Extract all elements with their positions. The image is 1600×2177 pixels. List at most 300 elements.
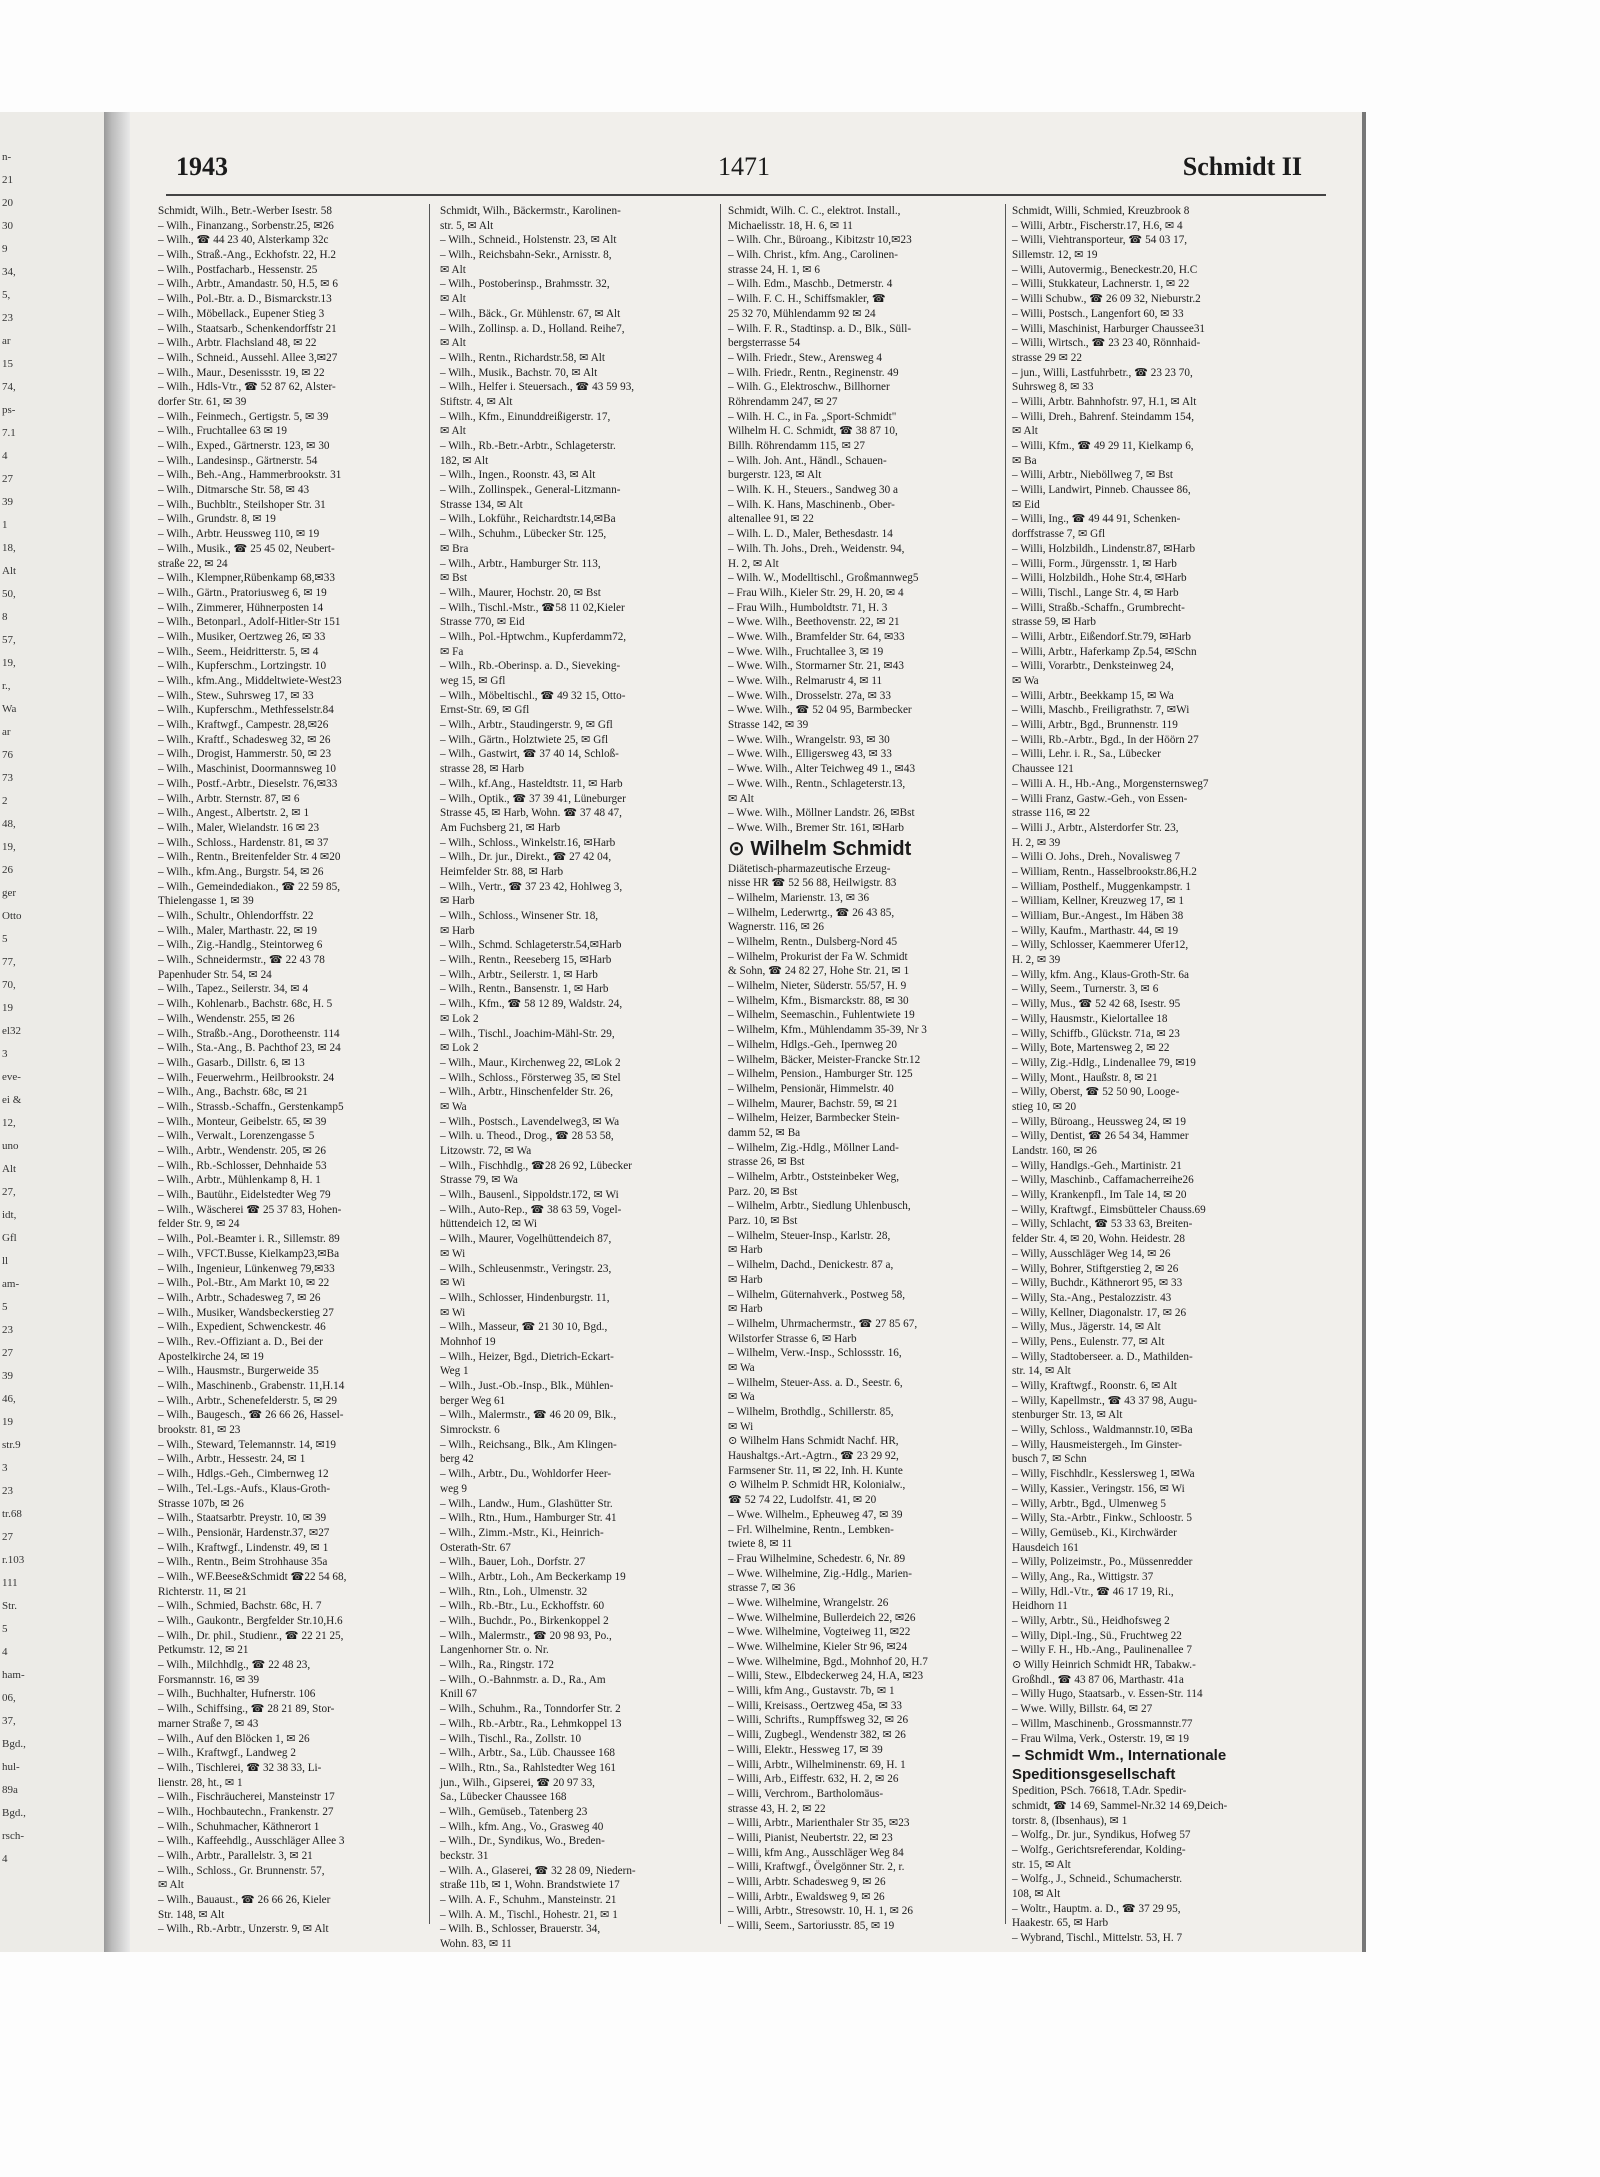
entry-column-1 [158,204,420,1936]
directory-entry-line: – Wilh., WF.Beese&Schmidt ☎22 54 68, [158,1570,347,1583]
directory-entry-line: – Willi, Schrifts., Rumpffsweg 32, ✉ 26 [728,1714,909,1727]
directory-entry-line: bergsterrasse 54 [728,337,801,350]
directory-entry-line: – Wilh., Kraftf., Schadesweg 32, ✉ 26 [158,733,331,746]
directory-entry-line: Thielengasse 1, ✉ 39 [158,895,254,908]
directory-entry-line: – Wilh., Rentn., Reeseberg 15, ✉Harb [440,954,612,967]
directory-entry-line: – Willy, Kellner, Diagonalstr. 17, ✉ 26 [1012,1306,1187,1319]
directory-entry-line: Sa., Lübecker Chaussee 168 [440,1791,567,1804]
directory-entry-line: – Wilh. H. C., in Fa. „Sport-Schmidt" [728,410,897,423]
directory-entry-line: – Wilh., Kupferschm., Methfesselstr.84 [158,704,334,717]
previous-page-fragment: 20 [2,197,13,209]
directory-entry-line: – Wilh., Schultr., Ohlendorffstr. 22 [158,910,314,922]
previous-page-fragment: 26 [2,864,13,876]
previous-page-fragment: 5 [2,1623,8,1635]
directory-entry-line: – Wilh., Landesinsp., Gärtnerstr. 54 [158,454,318,467]
previous-page-fragment: 19 [2,1416,13,1428]
directory-entry-line: – Wilh., Rtn., Sa., Rahlstedter Weg 161 [440,1761,616,1774]
directory-entry-line: – Wilh., Gemeindediakon., ☎ 22 59 85, [158,880,340,893]
directory-entry-line: – Wilh., Auf den Blöcken 1, ✉ 26 [158,1732,310,1745]
directory-page [130,112,1362,1952]
directory-entry-line: Michaelisstr. 18, H. 6, ✉ 11 [728,219,853,232]
directory-entry-line: – Wilh., Vertr., ☎ 37 23 42, Hohlweg 3, [440,880,623,893]
directory-entry-line: Simrockstr. 6 [440,1424,500,1437]
directory-entry-line: – Wwe. Wilhelmine, Bullerdeich 22, ✉26 [728,1611,916,1624]
directory-entry-line: – Wilh., Helfer i. Steuersach., ☎ 43 59 93, [440,381,635,394]
directory-entry-line: – Wilh., Hdlgs.-Geh., Cimbernweg 12 [158,1468,329,1481]
previous-page-fragment: 3 [2,1048,8,1060]
directory-entry-line: H. 2, ✉ 39 [1012,836,1061,849]
directory-entry-line: – Wilh., Arbtr., Hessestr. 24, ✉ 1 [158,1453,306,1466]
previous-page-fragment: 18, [2,542,16,554]
directory-entry-line: Strasse 107b, ✉ 26 [158,1497,244,1510]
directory-entry-line: Weg 1 [440,1365,469,1378]
directory-entry-line: – Wilh., Kfm., Einunddreißigerstr. 17, [440,410,611,423]
directory-entry-line: Wilhelm H. C. Schmidt, ☎ 38 87 10, [728,425,898,438]
directory-entry-line: – Wilh., Arbtr., Wendenstr. 205, ✉ 26 [158,1145,326,1157]
directory-entry-line: – Wilh., Arbtr. Heussweg 110, ✉ 19 [158,528,320,541]
directory-entry-line: – Wilh., Rb.-Btr., Lu., Eckhoffstr. 60 [440,1600,605,1613]
running-head: Schmidt II [1182,152,1302,181]
directory-entry-line: – Wilh., Möbeltischl., ☎ 49 32 15, Otto- [440,689,626,702]
directory-entry-line: & Sohn, ☎ 24 82 27, Hohe Str. 21, ✉ 1 [728,965,910,978]
directory-entry-line: altenallee 91, ✉ 22 [728,513,814,526]
directory-entry-line: – Wwe. Wilh., Alter Teichweg 49 1., ✉43 [728,763,916,776]
directory-entry-line: – Wwe. Wilh., Relmarustr 4, ✉ 11 [728,675,883,687]
directory-entry-line: Haushaltgs.-Art.-Agtrn., ☎ 23 29 92, [728,1450,899,1463]
directory-entry-line: – Wilh., Schlosser, Hindenburgstr. 11, [440,1291,610,1304]
directory-entry-line: – Wilh., Schloss., Försterweg 35, ✉ Stel [440,1071,621,1084]
previous-page-fragment: ham- [2,1669,25,1681]
directory-entry-line: – Willy, Schiffb., Glückstr. 71a, ✉ 23 [1012,1027,1180,1040]
directory-entry-line: – Wilh., Fischräucherei, Mansteinstr 17 [158,1791,335,1804]
directory-entry-line: – Wilh., Postfacharb., Hessenstr. 25 [158,263,318,276]
directory-entry-line: – Wilh., Strassb.-Schaffn., Gerstenkamp5 [158,1100,344,1113]
directory-entry-line: – Willi J., Arbtr., Alsterdorfer Str. 23, [1012,821,1179,834]
directory-entry-line: – Willi, Vorarbtr., Denksteinweg 24, [1012,660,1174,673]
directory-entry-line: – Wilh., Musik., Bachstr. 70, ✉ Alt [440,366,598,379]
directory-entry-line: – Wilh. A., Glaserei, ☎ 32 28 09, Niedern- [440,1864,636,1877]
directory-entry-line: – Wilh., ☎ 44 23 40, Alsterkamp 32c [158,234,329,247]
directory-entry-line: – Willy, Kraftwgf., Roonstr. 6, ✉ Alt [1012,1380,1177,1392]
previous-page-fragment: Str. [2,1600,17,1612]
directory-entry-line: – Wilh., Pol.-Btr. a. D., Bismarckstr.13 [158,293,332,306]
directory-entry-line: – Wilhelm, Lederwrtg., ☎ 26 43 85, [728,906,895,919]
book-spine-shadow [104,112,130,1952]
previous-page-fragment: 37, [2,1715,16,1727]
directory-entry-line: busch 7, ✉ Schn [1012,1453,1087,1466]
directory-entry-line: – Wilh., Arbtr., Hinschenfelder Str. 26, [440,1086,614,1099]
directory-entry-line: – Wilh., Dr. phil., Studienr., ☎ 22 21 25, [158,1629,344,1642]
directory-entry-line: – Frl. Wilhelmine, Rentn., Lembken- [728,1523,894,1536]
directory-entry-line: – Wilhelm, Rentn., Dulsberg-Nord 45 [728,936,898,948]
directory-entry-line: – Willi, Dreh., Bahrenf. Steindamm 154, [1012,410,1195,423]
directory-entry-line: weg 9 [440,1482,468,1495]
directory-entry-line: – Wilh., Maur., Desenissstr. 19, ✉ 22 [158,366,325,379]
directory-entry-line: – Wilh. L. D., Maler, Bethesdastr. 14 [728,528,893,541]
directory-entry-line: – Wilh., Arbtr., Seilerstr. 1, ✉ Harb [440,968,598,981]
previous-page-fragment: Gfl [2,1232,17,1244]
directory-entry-line: – Wilh., Tapez., Seilerstr. 34, ✉ 4 [158,983,309,996]
directory-entry-line: – Wilh., Masseur, ☎ 21 30 10, Bgd., [440,1321,608,1334]
directory-entry-line: – Wilh., Heizer, Bgd., Dietrich-Eckart- [440,1350,614,1363]
directory-entry-line: – Wilh., Kraftwgf., Campestr. 28,✉26 [158,719,329,732]
previous-page-fragment: 15 [2,358,13,370]
directory-entry-line: – Wilh., Tel.-Lgs.-Aufs., Klaus-Groth- [158,1482,331,1495]
page-number: 1471 [718,152,770,181]
directory-entry-line: Haakestr. 65, ✉ Harb [1012,1917,1109,1930]
directory-entry-line: – Wilh. Joh. Ant., Händl., Schauen- [728,454,887,467]
directory-entry-line: – Frau Wilh., Humboldtstr. 71, H. 3 [728,601,888,614]
previous-page-fragment: 89a [2,1784,18,1796]
directory-entry-line: – Wilh., Optik., ☎ 37 39 41, Lüneburger [440,792,626,805]
directory-entry-line: – Willy, Kraftwgf., Eimsbütteler Chauss.69 [1012,1203,1206,1216]
directory-entry-line: – Wilh., Schneid., Holstenstr. 23, ✉ Alt [440,234,617,247]
directory-entry-line: – Wilhelm, Zig.-Hdlg., Möllner Land- [728,1141,899,1154]
directory-entry-line: – Willi, Arbtr., Ewaldsweg 9, ✉ 26 [728,1890,885,1903]
directory-entry-line: – Willi, Verchrom., Bartholomäus- [728,1787,884,1800]
directory-entry-line: – Willi, Stew., Elbdeckerweg 24, H.A, ✉23 [728,1670,924,1683]
directory-entry-line: – Wilh., Arbtr., Hamburger Str. 113, [440,557,601,570]
directory-entry-line: – Wilh., Tischlerei, ☎ 32 38 33, Li- [158,1761,322,1774]
directory-entry-line: hüttendeich 12, ✉ Wi [440,1218,537,1231]
previous-page-fragment: 27, [2,1186,16,1198]
directory-entry-line: – Willy, Hdl.-Vtr., ☎ 46 17 19, Ri., [1012,1585,1174,1598]
directory-entry-line: Großhdl., ☎ 43 87 06, Marthastr. 41a [1012,1673,1184,1686]
directory-entry-line: – Wilh., Ra., Ringstr. 172 [440,1659,555,1672]
previous-page-fragment: hul- [2,1761,20,1773]
directory-entry-line: – Wilh., Arbtr. Flachsland 48, ✉ 22 [158,337,317,350]
directory-entry-line: – Wilh., Musik., ☎ 25 45 02, Neubert- [158,542,335,555]
directory-entry-line: ✉ Alt [440,293,466,306]
directory-entry-line: beckstr. 31 [440,1850,489,1862]
directory-entry-line: – Wilh., Exped., Gärtnerstr. 123, ✉ 30 [158,440,330,452]
previous-page-fragment: str.9 [2,1439,21,1451]
directory-entry-line: Schmidt, Wilh., Bäckermstr., Karolinen- [440,205,621,217]
previous-page-fragment: 57, [2,634,16,646]
directory-entry-line: – Wilhelm, Brothdlg., Schillerstr. 85, [728,1406,894,1418]
directory-entry-line: Parz. 20, ✉ Bst [728,1185,798,1198]
directory-entry-line: Forsmannstr. 16, ✉ 39 [158,1673,260,1686]
directory-entry-line: berger Weg 61 [440,1394,506,1407]
directory-entry-line: – Wwe. Wilhelmine, Bgd., Mohnhof 20, H.7 [728,1655,928,1668]
directory-entry-line: felder Str. 4, ✉ 20, Wohn. Heidestr. 28 [1012,1233,1185,1246]
directory-entry-line: – Wilh., Kfm., ☎ 58 12 89, Waldstr. 24, [440,998,623,1011]
previous-page-fragment: 1 [2,519,8,531]
previous-page-fragment: 2 [2,795,8,807]
directory-entry-line: – Wilh., Rentn., Bansenstr. 1, ✉ Harb [440,983,609,996]
directory-entry-line: ⊙ Wilhelm P. Schmidt HR, Kolonialw., [728,1479,906,1492]
directory-entry-line: – Willi, Arbtr., Nieböllweg 7, ✉ Bst [1012,469,1173,482]
previous-page-fragment: 30 [2,220,13,232]
directory-entry-line: – Wilh., Betonparl., Adolf-Hitler-Str 151 [158,616,341,629]
directory-entry-line: – Wilhelm, Prokurist der Fa W. Schmidt [728,950,908,963]
previous-page-fragment: Alt [2,565,17,577]
directory-entry-line: – Wilh., Schloss., Hardenstr. 81, ✉ 37 [158,836,329,849]
directory-entry-line: stenburger Str. 13, ✉ Alt [1012,1409,1123,1422]
directory-entry-line: Schmidt, Wilh. C. C., elektrot. Install., [728,205,901,217]
directory-entry-line: – Willi, Holzbildh., Lindenstr.87, ✉Harb [1012,542,1196,555]
column-divider [429,204,430,1924]
directory-entry-line: – Willi, Arbtr., Bgd., Brunnenstr. 119 [1012,719,1178,732]
directory-entry-line: – Willi, Kfm., ☎ 49 29 11, Kielkamp 6, [1012,440,1194,452]
directory-entry-line: – Wwe. Wilh., Wrangelstr. 93, ✉ 30 [728,733,890,746]
directory-entry-line: – Wilh. Friedr., Rentn., Reginenstr. 49 [728,366,899,379]
directory-entry-line: – Wolfg., Dr. jur., Syndikus, Hofweg 57 [1012,1829,1191,1842]
directory-entry-line: – Wilhelm, Hdlgs.-Geh., Ipernweg 20 [728,1038,897,1051]
directory-entry-line: – Willy, Stadtoberseer. a. D., Mathilden- [1012,1350,1193,1363]
directory-entry-line: – Wilh., Pensionär, Hardenstr.37, ✉27 [158,1526,330,1539]
previous-page-fragment: am- [2,1278,20,1290]
directory-entry-line: – Willy, Sta.-Ang., Pestalozzistr. 43 [1012,1291,1172,1304]
directory-entry-line: – Wilh., Just.-Ob.-Insp., Blk., Mühlen- [440,1380,614,1392]
directory-entry-line: – Willy, Krankenpfl., Im Tale 14, ✉ 20 [1012,1189,1187,1202]
directory-entry-line: Am Fuchsberg 21, ✉ Harb [440,821,561,834]
directory-entry-line: – Wilhelm, Marienstr. 13, ✉ 36 [728,891,870,904]
directory-entry-line: – Willi, Arbtr., Wilhelminenstr. 69, H. 1 [728,1758,906,1771]
directory-entry-line: Knill 67 [440,1688,477,1701]
directory-entry-line: – Wilh., Arbtr., Schenefelderstr. 5, ✉ 29 [158,1394,337,1407]
directory-entry-line: – Wilh., O.-Bahnmstr. a. D., Ra., Am [440,1673,606,1686]
directory-entry-line: – Wilh., Rb.-Arbtr., Unzerstr. 9, ✉ Alt [158,1923,329,1936]
directory-entry-line: – Wilh., Zig.-Handlg., Steintorweg 6 [158,939,323,952]
previous-page-fragment: 46, [2,1393,16,1405]
directory-entry-line: – Willy, Hausmstr., Kielortallee 18 [1012,1012,1168,1025]
entry-column-2 [440,204,712,1951]
directory-entry-line: burgerstr. 123, ✉ Alt [728,469,822,482]
directory-entry-line: – Willy, Buchdr., Käthnerort 95, ✉ 33 [1012,1277,1183,1290]
directory-entry-line: – Willy, Mont., Haußstr. 8, ✉ 21 [1012,1071,1158,1084]
directory-entry-line: – Wilh., Drogist, Hammerstr. 50, ✉ 23 [158,748,332,761]
directory-entry-line: – Wilh., Finanzang., Sorbenstr.25, ✉26 [158,219,334,232]
directory-entry-line: – Willy, Oberst, ☎ 52 50 90, Looge- [1012,1086,1180,1099]
directory-entry-line: – Wilh., Reichsang., Blk., Am Klingen- [440,1438,617,1451]
directory-entry-line: – Wilhelm, Bäcker, Meister-Francke Str.12 [728,1053,921,1066]
directory-entry-line: – Wilh., Baugesch., ☎ 26 66 26, Hassel- [158,1409,344,1422]
directory-entry-line: – Wilh., Gastwirt, ☎ 37 40 14, Schloß- [440,748,619,761]
directory-entry-line: – Wilh., Pol.-Beamter i. R., Sillemstr. 89 [158,1233,340,1246]
directory-entry-line: strasse 24, H. 1, ✉ 6 [728,263,821,276]
directory-entry-line: Heidhorn 11 [1012,1600,1068,1613]
directory-entry-line: – Wilhelm, Pension., Hamburger Str. 125 [728,1068,913,1081]
directory-entry-line: – Wilh., Verwalt., Lorenzengasse 5 [158,1130,315,1143]
previous-page-fragment: 19, [2,657,16,669]
previous-page-fragment: idt, [2,1209,17,1221]
previous-page-fragment: 4 [2,450,8,462]
previous-page-fragment: r.103 [2,1554,25,1566]
directory-entry-line: – Willy, Ang., Ra., Wittigstr. 37 [1012,1570,1154,1583]
directory-entry-line: – Wilh., Postoberinsp., Brahmsstr. 32, [440,278,610,291]
directory-entry-line: – Wwe. Wilhelmine, Vogteiweg 11, ✉22 [728,1626,911,1639]
directory-entry-line: – Willy, Bohrer, Stiftgerstieg 2, ✉ 26 [1012,1262,1179,1275]
directory-entry-line: – Wilh. Edm., Maschb., Detmerstr. 4 [728,278,893,291]
directory-entry-line: Str. 148, ✉ Alt [158,1908,225,1921]
directory-entry-line: – Wilh., Klempner,Rübenkamp 68,✉33 [158,572,335,585]
directory-entry-line: – Wilh., Wäscherei ☎ 25 37 83, Hohen- [158,1203,342,1216]
directory-entry-line: – Willi, kfm Ang., Ausschläger Weg 84 [728,1846,904,1859]
directory-entry-line: ✉ Wa [728,1361,755,1374]
directory-entry-line: – Wilh., Rev.-Offiziant a. D., Bei der [158,1335,323,1348]
directory-entry-line: – Wilh., Straßb.-Ang., Dorotheenstr. 114 [158,1027,340,1040]
directory-entry-line: – Wilh. G., Elektroschw., Billhorner [728,381,890,394]
directory-entry-line: – Willi, Arbtr., Marienthaler Str 35, ✉23 [728,1817,910,1830]
directory-entry-line: – Wilh., Rb.-Betr.-Arbtr., Schlageterstr. [440,440,616,452]
directory-entry-line: – jun., Willi, Lastfuhrbetr., ☎ 23 23 70, [1012,366,1193,379]
directory-entry-line: Parz. 10, ✉ Bst [728,1215,798,1228]
directory-entry-line: – Willi, Landwirt, Pinneb. Chaussee 86, [1012,484,1191,497]
previous-page-fragment: 111 [2,1577,18,1589]
directory-entry-line: – Wilh., Schuhm., Ra., Tonndorfer Str. 2 [440,1703,621,1716]
directory-entry-line: – Wilh., Hochbautechn., Frankenstr. 27 [158,1805,334,1818]
directory-entry-line: ✉ Alt [440,263,466,276]
directory-entry-line: – Wilh., Tischl., Ra., Zollstr. 10 [440,1732,582,1745]
directory-entry-line: – Wilh., Postf.-Arbtr., Dieselstr. 76,✉33 [158,777,338,790]
directory-entry-line: Petkumstr. 12, ✉ 21 [158,1644,249,1657]
directory-entry-line: – Willi, Elektr., Hessweg 17, ✉ 39 [728,1743,883,1756]
directory-entry-line: – Willy, Kassier., Veringstr. 156, ✉ Wi [1012,1482,1185,1495]
directory-entry-line: – Wilh., Auto-Rep., ☎ 38 63 59, Vogel- [440,1203,622,1216]
directory-entry-line: Strasse 770, ✉ Eid [440,616,525,629]
directory-entry-line: – Wilh. Th. Johs., Dreh., Weidenstr. 94, [728,542,905,555]
directory-entry-line: – Wilh., Rentn., Breitenfelder Str. 4 ✉20 [158,851,341,864]
directory-entry-line: – Wilh., Bausenl., Sippoldstr.172, ✉ Wi [440,1189,619,1202]
directory-entry-line: – Wilh. u. Theod., Drog., ☎ 28 53 58, [440,1130,614,1143]
previous-page-fragment: 23 [2,1485,13,1497]
previous-page-fragment: 12, [2,1117,16,1129]
directory-entry-line: – Willi, Ing., ☎ 49 44 91, Schenken- [1012,513,1181,526]
directory-entry-line: – Wwe. Wilh., Bremer Str. 161, ✉Harb [728,821,904,834]
directory-entry-line: ✉ Harb [440,924,475,937]
previous-page-fragment: ar [2,335,11,347]
directory-entry-line: straße 22, ✉ 24 [158,557,228,570]
directory-entry-line: – Wilh., Bauaust., ☎ 26 66 26, Kieler [158,1894,331,1907]
directory-entry-line: brookstr. 81, ✉ 23 [158,1424,241,1437]
directory-entry-line: – Willi, Straßb.-Schaffn., Grumbrecht- [1012,601,1185,614]
directory-entry-line: – Wilh., Rtn., Hum., Hamburger Str. 41 [440,1512,617,1525]
directory-entry-line: strasse 7, ✉ 36 [728,1582,796,1595]
directory-entry-line: – Wwe. Wilhelmine, Wrangelstr. 26 [728,1596,889,1609]
directory-entry-line: – Willi, Holzbildh., Hohe Str.4, ✉Harb [1012,572,1187,585]
directory-entry-line: – Willi, Arbtr. Bahnhofstr. 97, H.1, ✉ Alt [1012,395,1197,408]
directory-entry-line: – Wilh. A. M., Tischl., Hohestr. 21, ✉ 1 [440,1908,618,1921]
directory-entry-line: – Willy, Handlgs.-Geh., Martinistr. 21 [1012,1159,1182,1172]
directory-entry-line: – Willi, Seem., Sartoriusstr. 85, ✉ 19 [728,1920,895,1933]
directory-entry-line: – Wilh., Musiker, Oertzweg 26, ✉ 33 [158,630,326,643]
directory-entry-line: Strasse 79, ✉ Wa [440,1174,518,1187]
directory-entry-line: – Wilh., Arbtr., Sa., Lüb. Chaussee 168 [440,1747,615,1760]
directory-entry-line: ✉ Wi [440,1306,466,1319]
directory-entry-line: – Wilh., Rb.-Oberinsp. a. D., Sieveking- [440,660,621,673]
directory-entry-line: – Wilh., Gasarb., Dillstr. 6, ✉ 13 [158,1056,305,1069]
directory-entry-line: – Wilhelm, Dachd., Denickestr. 87 a, [728,1259,894,1272]
directory-entry-line: strasse 59, ✉ Harb [1012,616,1096,629]
directory-entry-line: – Wwe. Willy, Billstr. 64, ✉ 27 [1012,1703,1153,1716]
directory-entry-line: – Wilh. F. R., Stadtinsp. a. D., Blk., Süll- [728,322,912,335]
directory-entry-line: Osterath-Str. 67 [440,1541,511,1554]
directory-entry-line: – Willi, Arb., Eiffestr. 632, H. 2, ✉ 26 [728,1773,899,1786]
directory-entry-line: – Willi, Arbtr., Haferkamp Zp.54, ✉Schn [1012,645,1197,658]
directory-entry-line: dorfer Str. 61, ✉ 39 [158,395,247,408]
directory-entry-line: – Wilh., Buchdr., Po., Birkenkoppel 2 [440,1615,609,1627]
directory-entry-line: – Wwe. Wilh., Bramfelder Str. 64, ✉33 [728,630,905,643]
directory-entry-line: Wagnerstr. 116, ✉ 26 [728,921,824,934]
directory-entry-line: – Wilh., Ingenieur, Lünkenweg 79,✉33 [158,1262,335,1275]
directory-entry-line: – Willi Schubw., ☎ 26 09 32, Nieburstr.2 [1012,293,1201,306]
previous-page-fragment: 8 [2,611,8,623]
directory-entry-line: – Willi, Maschb., Freiligrathstr. 7, ✉Wi [1012,704,1190,717]
entry-column-4 [1012,204,1310,1945]
directory-entry-line: – Willi, Wirtsch., ☎ 23 23 40, Rönnhaid- [1012,337,1201,350]
directory-entry-line: – Wilh., Schloss., Winsener Str. 18, [440,910,599,922]
directory-entry-line: – Wilh., Schloss., Winkelstr.16, ✉Harb [440,836,616,849]
entry-column-3 [728,204,996,1933]
directory-entry-line: – Wilh., Kraftwgf., Landweg 2 [158,1747,296,1760]
previous-page-fragment: 7.1 [2,427,16,439]
directory-entry-line: – Wilh., Rb.-Arbtr., Ra., Lehmkoppel 13 [440,1717,622,1730]
directory-entry-line: – Wilhelm, Arbtr., Siedlung Uhlenbusch, [728,1200,911,1213]
directory-entry-line: – Wilh., Kupferschm., Lortzingstr. 10 [158,660,327,673]
directory-entry-line: Spedition, PSch. 76618, T.Adr. Spedir- [1012,1785,1187,1798]
previous-page-fragment: r., [2,680,11,692]
directory-entry-line: Speditionsgesellschaft [1012,1766,1176,1784]
directory-entry-line: – Wilh., Pol.-Btr., Am Markt 10, ✉ 22 [158,1277,330,1290]
directory-entry-line: – Wilh., Zollinsp. a. D., Holland. Reihe7, [440,322,625,335]
previous-page-fragment: 70, [2,979,16,991]
directory-entry-line: – Wilhelm, Güternahverk., Postweg 58, [728,1288,906,1301]
directory-entry-line: ✉ Fa [440,645,464,658]
directory-entry-line: dorffstrasse 7, ✉ Gfl [1012,528,1106,541]
directory-entry-line: Billh. Röhrendamm 115, ✉ 27 [728,440,865,452]
directory-entry-line: berg 42 [440,1453,474,1466]
previous-page-fragment: 73 [2,772,13,784]
directory-entry-line: – Willy, Pens., Eulenstr. 77, ✉ Alt [1012,1335,1165,1348]
directory-entry-line: Landstr. 160, ✉ 26 [1012,1145,1097,1157]
directory-entry-line: – Wilh., Ditmarsche Str. 58, ✉ 43 [158,484,310,497]
directory-entry-line: – Wilh., Steward, Telemannstr. 14, ✉19 [158,1438,337,1451]
previous-page-fragment: 27 [2,1347,13,1359]
previous-page-fragment: Otto [2,910,22,922]
directory-entry-line: – Wilh., Expedient, Schwenckestr. 46 [158,1321,326,1334]
previous-page-fragment: 19 [2,1002,13,1014]
directory-entry-line: Schmidt, Wilh., Betr.-Werber Isestr. 58 [158,205,332,217]
directory-entry-line: – Willy, Bote, Martensweg 2, ✉ 22 [1012,1042,1170,1055]
directory-entry-line: damm 52, ✉ Ba [728,1126,801,1139]
previous-page-fragment: 3 [2,1462,8,1474]
directory-entry-line: Wohn. 83, ✉ 11 [440,1938,512,1951]
directory-entry-line: felder Str. 9, ✉ 24 [158,1218,240,1231]
directory-entry-line: – Wilh., Arbtr., Parallelstr. 3, ✉ 21 [158,1850,313,1862]
directory-entry-line: – Wilh. B., Schlosser, Brauerstr. 34, [440,1923,601,1936]
previous-page-fragment: 19, [2,841,16,853]
directory-entry-line: – Willy, Dipl.-Ing., Sü., Fruchtweg 22 [1012,1629,1182,1642]
directory-entry-line: strasse 29 ✉ 22 [1012,351,1082,364]
directory-entry-line: – Wwe. Wilh., ☎ 52 04 95, Barmbecker [728,704,912,717]
directory-entry-line: – Willi, Postsch., Langenfort 60, ✉ 33 [1012,307,1184,320]
previous-page-fragment: Wa [2,703,17,715]
directory-entry-line: – Wilh., Arbtr., Loh., Am Beckerkamp 19 [440,1570,626,1583]
directory-entry-line: ✉ Lok 2 [440,1012,479,1025]
directory-entry-line: – Wilh., Ingen., Roonstr. 43, ✉ Alt [440,469,596,482]
directory-entry-line: – Willi, Arbtr., Fischerstr.17, H.6, ✉ 4 [1012,219,1183,232]
directory-entry-line: – Wilh., Malermstr., ☎ 20 98 93, Po., [440,1629,612,1642]
directory-entry-line: – Willy, Schloss., Waldmannstr.10, ✉Ba [1012,1424,1193,1437]
directory-entry-line: – Wilh., Dr., Syndikus, Wo., Breden- [440,1835,605,1848]
directory-entry-line: – Willi, Form., Jürgensstr. 1, ✉ Harb [1012,557,1177,570]
previous-page-fragment: ger [2,887,17,899]
directory-entry-line: – William, Bur.-Angest., Im Häben 38 [1012,910,1184,922]
directory-entry-line: – Wilh., Arbtr., Schadesweg 7, ✉ 26 [158,1291,321,1304]
directory-entry-line: – Wilh. A. F., Schuhm., Mansteinstr. 21 [440,1894,617,1907]
directory-entry-line: ⊙ Willy Heinrich Schmidt HR, Tabakw.- [1012,1659,1196,1672]
